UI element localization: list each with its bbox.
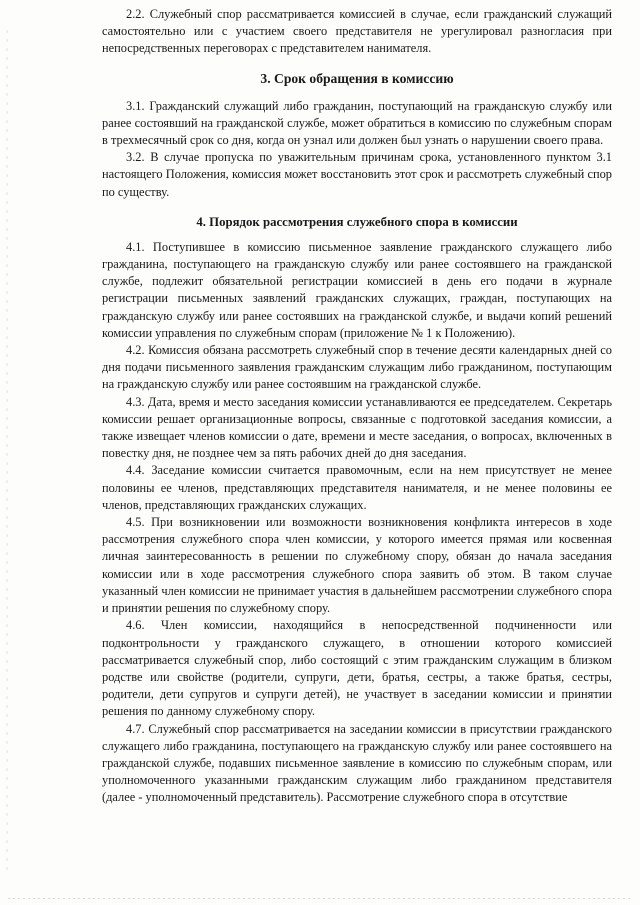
paragraph-3-2: 3.2. В случае пропуска по уважительным причинам срока, установленного пунктом 3.1 настоящего Положения, комиссия может восстановить этот срок и рассмотреть служебный спор по существу. bbox=[102, 150, 612, 199]
section-3-heading: 3. Срок обращения в комиссию bbox=[260, 70, 454, 86]
scan-edge-artifact bbox=[6, 30, 8, 870]
paragraph-4-1: 4.1. Поступившее в комиссию письменное заявление гражданского служащего либо гражданина, поступающего на гражданскую службу или ранее состоявшего на гражданской службе, подлежит обязательной регистрации комиссией в день его подачи в журнале регистрации письменных заявлений гражданских служащих, граждан, поступающих на гражданскую службу или ранее состоявших на гражданской службе, и выдачи копий решений комиссии управления по служебным спорам (приложение № 1 к Положению). bbox=[102, 239, 612, 340]
paragraph-4-2: 4.2. Комиссия обязана рассмотреть служебный спор в течение десяти календарных дней со дня подачи письменного заявления гражданским служащим либо гражданином, поступающим на гражданскую службу или ранее состоявшим на гражданской службе. bbox=[102, 343, 612, 392]
paragraph-4-3: 4.3. Дата, время и место заседания комиссии устанавливаются ее председателем. Секретарь комиссии решает организационные вопросы, связанные с подготовкой заседания комиссии, а также извещает членов комиссии о дате, времени и месте заседания, о вопросах, включенных в повестку дня, не позднее чем за пять рабочих дней до дня заседания. bbox=[102, 394, 612, 461]
paragraph-4-6: 4.6. Член комиссии, находящийся в непосредственной подчиненности или подконтрольности у гражданского служащего, в отношении которого комиссией рассматривается служебный спор, либо состоящий с этим гражданским служащим в близком родстве или свойстве (родители, супруги, дети, братья, сестры, а также братья, сестры, родители, дети супругов и супруги детей), не участвует в заседании комиссии и принятии решения по данному служебному спору. bbox=[102, 618, 612, 719]
paragraph-4-5: 4.5. При возникновении или возможности возникновения конфликта интересов в ходе рассмотрения служебного спора член комиссии, у которого имеется прямая или косвенная личная заинтересованность в решении по служебному спору, обязан до начала заседания комиссии или в ходе рассмотрения служебного спора заявить об этом. В таком случае указанный член комиссии не принимает участия в дальнейшем рассмотрении служебного спора и принятии решения по служебному спору. bbox=[102, 515, 612, 616]
paragraph-4-7: 4.7. Служебный спор рассматривается на заседании комиссии в присутствии гражданского служащего либо гражданина, поступающего на гражданскую службу или ранее состоявшего на гражданской службе, подавших письменное заявление в комиссию по служебным спорам, или уполномоченного указанными гражданским служащим либо гражданином представителя (далее - уполномоченный представитель). Рассмотрение служебного спора в отсутствие bbox=[102, 721, 612, 805]
section-4-heading: 4. Порядок рассмотрения служебного спора в комиссии bbox=[196, 214, 518, 229]
paragraph-4-4: 4.4. Заседание комиссии считается правомочным, если на нем присутствует не менее половины ее членов, представляющих представителя нанимателя, и не менее половины ее членов, представляющих гражданских служащих. bbox=[102, 463, 612, 512]
document-body bbox=[102, 6, 612, 807]
page-bottom-edge bbox=[8, 898, 632, 899]
paragraph-3-1: 3.1. Гражданский служащий либо гражданин, поступающий на гражданскую службу или ранее состоявший на гражданской службе, может обратиться в комиссию по служебным спорам в трехмесячный срок со дня, когда он узнал или должен был узнать о нарушении своего права. bbox=[102, 98, 612, 148]
paragraph-2-2: 2.2. Служебный спор рассматривается комиссией в случае, если гражданский служащий самостоятельно или с участием своего представителя не урегулировал разногласия при непосредственных переговорах с представителем нанимателя. bbox=[102, 7, 612, 56]
